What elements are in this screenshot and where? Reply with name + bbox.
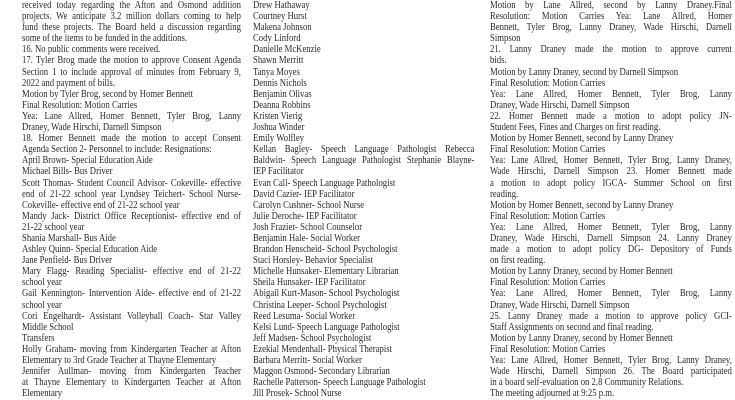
text-line: Elementary (22, 388, 63, 400)
text-line: 25. Lanny Draney made a motion to approve policy GCI- (490, 310, 732, 322)
column-body (22, 0, 241, 399)
text-line: Final Resolution: Motion Carries (490, 77, 606, 89)
column-body (253, 0, 474, 399)
text-line: Motion by Lane Allred, second by Lanny Draney.Final (490, 0, 732, 11)
text-line: Jane Penfield- Bus Driver (22, 255, 112, 267)
text-line: Barbara Merritt- Social Worker (253, 355, 362, 366)
text-line: Kellan Bagley- Speech Language Pathologist Rebecca (253, 144, 475, 156)
text-line: April Brown- Special Education Aide (22, 155, 153, 167)
text-line: Motion by Homer Bennett, second by Lanny Draney (490, 199, 674, 211)
text-line: received today regarding the Afton and Osmond addition (22, 0, 241, 11)
text-line: Josh Frazier- School Counselor (253, 221, 363, 233)
text-line: Jill Prosek- School Nurse (253, 388, 342, 400)
text-line: David Cazier- IEP Facilitator (253, 188, 355, 200)
text-line: Mandy Jack- District Office Receptionist- effective end of (22, 210, 241, 222)
text-line: Bennett, Tyler Brog, Lanny Draney, Wade Hirschi, Darnell (490, 22, 732, 34)
text-line: Brandon Henscheid- School Psychologist (253, 244, 398, 256)
text-line: Yea: Lane Allred, Homer Bennett, Tyler Brog, Lanny Draney, (490, 355, 732, 366)
text-line: Christina Leeper- School Psychologist (253, 299, 387, 311)
text-line: Carolyn Cushner- School Nurse (253, 199, 365, 211)
text-line: on first reading. (490, 255, 546, 267)
text-line: Draney, Wade Hirschi, Darnell Simpson (490, 299, 630, 311)
text-line: Motion by Lanny Draney, second by Homer Bennett (490, 266, 673, 278)
text-line: Final Resolution: Motion Carries (490, 343, 606, 355)
text-line: Draney, Wade Hirschi, Darnell Simpson 24. Lanny Draney (490, 232, 732, 244)
text-line: Cokeville- effective end of 21-22 school year (22, 199, 180, 211)
text-line: Final Resolution: Motion Carries (490, 210, 606, 222)
text-line: 2022 and payment of bills. (22, 77, 115, 89)
text-line: Baldwin- Speech Language Pathologist Stephanie Blayne- (253, 155, 475, 167)
text-line: Elementary to 3rd Grade Teacher at Thayne Elementary (22, 355, 217, 366)
text-line: Deanna Robbins (253, 99, 311, 111)
text-line: 16. No public comments were received. (22, 44, 161, 56)
text-line: Drew Hathaway (253, 0, 310, 11)
text-line: 21-22 school year (22, 221, 85, 233)
text-line: Dennis Nichols (253, 77, 307, 89)
text-line: Julie Deroche- IEP Facilitator (253, 210, 357, 222)
text-line: Emily Wolfley (253, 133, 305, 145)
text-line: reading. (490, 188, 519, 200)
text-line: Sheila Hunsaker- IEP Facilitator (253, 277, 366, 289)
column-body (490, 0, 732, 399)
text-line: Kelsi Lund- Speech Language Pathologist (253, 321, 400, 333)
text-line: Yea: Lane Allred, Homer Bennett, Tyler Brog, Lanny (22, 110, 241, 122)
text-line: in a board self-evaluation on 2.8 Community Relations. (490, 377, 684, 389)
text-line: Draney, Wade Hirschi, Darnell Simpson (490, 99, 630, 111)
text-line: fund these projects. The Board held a discussion regarding (22, 22, 241, 34)
text-line: Final Resolution: Motion Carries (490, 144, 606, 156)
text-line: Gail Kennington- Intervention Aide- effective end of 21-22 (22, 288, 241, 300)
text-line: Danielle McKenzie (253, 44, 321, 56)
text-column-3 (490, 0, 732, 400)
text-line: Final Resolution: Motion Carries (22, 99, 138, 111)
text-line: end of 21-22 school year Lyndsey Teichert- School Nurse- (22, 188, 241, 200)
text-line: The meeting adjourned at 9:25 p.m. (490, 388, 615, 400)
text-line: Reed Lesuma- Social Worker (253, 310, 356, 322)
text-line: Middle School (22, 321, 74, 333)
text-column-1 (22, 0, 241, 400)
text-line: Section 1 to include approval of minutes from February 9, (22, 66, 241, 78)
text-line: Motion by Lanny Draney, second by Homer Bennett (490, 332, 673, 344)
text-line: made a motion to adopt policy DG- Depository of Funds (490, 244, 732, 256)
text-line: school year (22, 277, 62, 289)
text-line: projects. We anticipate 3.2 million dollars coming to help (22, 11, 241, 23)
text-line: Ashley Quinn- Special Education Aide (22, 244, 158, 256)
text-line: Shania Marshall- Bus Aide (22, 232, 116, 244)
text-line: Benjamin Hale- Social Worker (253, 232, 360, 244)
text-line: Simpson (490, 33, 521, 45)
text-line: Michelle Hunsaker- Elementary Librarian (253, 266, 399, 278)
text-line: Evan Call- Speech Language Pathologist (253, 177, 396, 189)
text-line: Abigail Kurt-Mason- School Psychologist (253, 288, 400, 300)
text-line: Benjamin Olivas (253, 88, 312, 100)
text-line: school year (22, 299, 62, 311)
text-line: Resolution: Motion Carries Yea: Lane Allred, Homer (490, 11, 732, 23)
text-line: 21. Lanny Draney made the motion to approve current (490, 44, 732, 56)
text-line: Michael Bills- Bus Driver (22, 166, 113, 178)
text-line: Ezekial Mendenhall- Physical Therapist (253, 343, 393, 355)
text-line: 18. Homer Bennett made the motion to accept Consent (22, 133, 241, 145)
text-line: a motion to adopt policy IGCA- Summer School on first (490, 177, 732, 189)
text-line: Yea: Lane Allred, Homer Bennett, Tyler Brog, Lanny (490, 288, 732, 300)
text-line: Cori Engelhardt- Assistant Volleyball Coach- Star Valley (22, 310, 241, 322)
text-line: Motion by Tyler Brog, second by Homer Bennett (22, 88, 194, 100)
text-line: Kristen Vierig (253, 110, 303, 122)
text-line: IEP Facilitator (253, 166, 304, 178)
text-line: Agenda Section 2- Personnel to include: Resignations: (22, 144, 212, 156)
text-line: 22. Homer Bennett made a motion to adopt policy JN- (490, 110, 732, 122)
text-line: Motion by Lanny Draney, second by Darnell Simpson (490, 66, 679, 78)
text-line: Transfers (22, 332, 55, 344)
text-line: Draney, Wade Hirschi, Darnell Simpson (22, 122, 162, 134)
text-line: bids. (490, 55, 507, 67)
text-line: Holly Graham- moving from Kindergarten Teacher at Afton (22, 343, 241, 355)
text-line: Staci Horsley- Behavior Specialist (253, 255, 373, 267)
text-line: Jeff Madsen- School Psychologist (253, 332, 372, 344)
text-line: Student Fees, Fines and Charges on first reading. (490, 122, 661, 134)
text-line: Tanya Moyes (253, 66, 300, 78)
text-line: at Thayne Elementary to Kindergarten Teacher at Afton (22, 377, 241, 389)
text-line: Yea: Lane Allred, Homer Bennett, Tyler Brog, Lanny (490, 88, 732, 100)
text-line: Yea: Lane Allred, Homer Bennett, Tyler Brog, Lanny (490, 221, 732, 233)
text-line: Rachelle Patterson- Speech Language Pathologist (253, 377, 426, 389)
text-line: Maggon Osmond- Secondary Librarian (253, 366, 390, 378)
text-line: Shawn Merritt (253, 55, 304, 67)
text-line: Wade Hirschi, Darnell Simpson 23. Homer Bennett made (490, 166, 732, 178)
text-line: Scott Thomas- Student Council Advisor- Cokeville- effective (22, 177, 241, 189)
text-line: Staff Assignments on second and final reading. (490, 321, 654, 333)
text-line: Wade Hirschi, Darnell Simpson 26. The Board participated (490, 366, 732, 378)
text-line: 17. Tyler Brog made the motion to approve Consent Agenda (22, 55, 241, 67)
text-line: Makena Johnson (253, 22, 312, 34)
text-line: Jennifer Aullman- moving from Kindergarten Teacher (22, 366, 241, 378)
text-line: Cody Linford (253, 33, 301, 45)
text-line: Final Resolution: Motion Carries (490, 277, 606, 289)
text-line: Courtney Hurst (253, 11, 307, 23)
text-line: Yea: Lane Allred, Homer Bennett, Tyler Brog, Lanny Draney, (490, 155, 732, 167)
text-line: Mary Flagg- Reading Specialist- effective end of 21-22 (22, 266, 241, 278)
text-line: some of the items to be funded in the additions. (22, 33, 188, 45)
text-line: Joshua Winder (253, 122, 305, 134)
text-column-2 (253, 0, 475, 400)
text-line: Motion by Homer Bennett, second by Lanny Draney (490, 133, 674, 145)
